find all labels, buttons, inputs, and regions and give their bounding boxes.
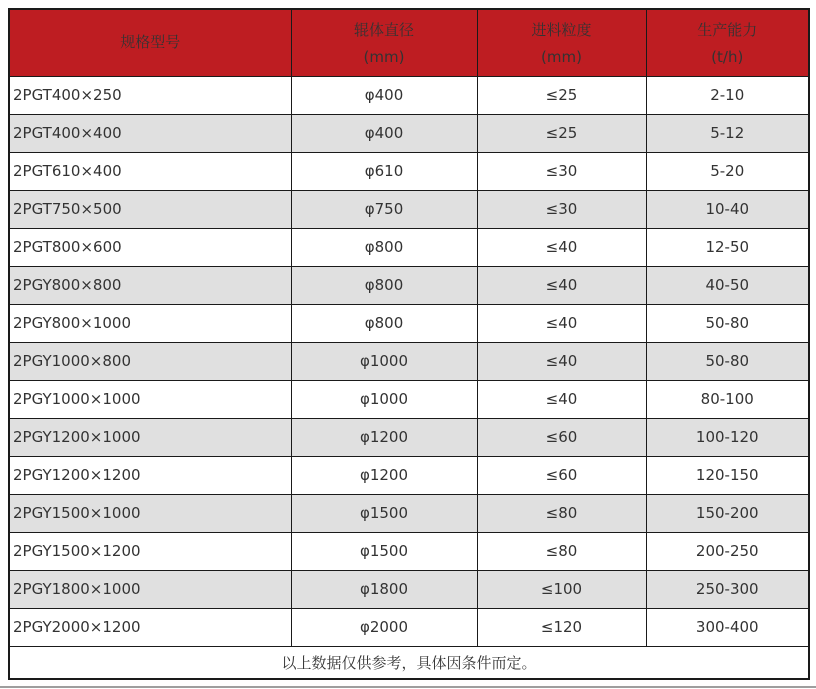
cell-capacity: 2-10 — [646, 76, 809, 114]
cell-feed-size: ≤40 — [477, 228, 646, 266]
footer-row — [9, 646, 809, 679]
cell-feed-size: ≤80 — [477, 494, 646, 532]
cell-feed-size: ≤40 — [477, 304, 646, 342]
cell-roller-diameter: φ1500 — [291, 494, 477, 532]
cell-feed-size: ≤30 — [477, 152, 646, 190]
cell-capacity: 300-400 — [646, 608, 809, 646]
cell-feed-size: ≤30 — [477, 190, 646, 228]
spec-table — [8, 8, 810, 680]
cell-model: 2PGY1500×1000 — [9, 494, 291, 532]
cell-roller-diameter: φ750 — [291, 190, 477, 228]
cell-feed-size: ≤60 — [477, 456, 646, 494]
cell-model: 2PGT400×400 — [9, 114, 291, 152]
cell-roller-diameter: φ610 — [291, 152, 477, 190]
cell-capacity: 80-100 — [646, 380, 809, 418]
table-row — [9, 608, 809, 646]
column-header-roller-diameter — [291, 9, 477, 76]
cell-model: 2PGT750×500 — [9, 190, 291, 228]
table-row — [9, 228, 809, 266]
cell-model: 2PGT400×250 — [9, 76, 291, 114]
cell-model: 2PGY1800×1000 — [9, 570, 291, 608]
cell-model: 2PGY2000×1200 — [9, 608, 291, 646]
column-header-capacity — [646, 9, 809, 76]
cell-feed-size: ≤80 — [477, 532, 646, 570]
cell-capacity: 10-40 — [646, 190, 809, 228]
cell-roller-diameter: φ2000 — [291, 608, 477, 646]
cell-capacity: 50-80 — [646, 304, 809, 342]
cell-model: 2PGY1000×1000 — [9, 380, 291, 418]
cell-feed-size: ≤25 — [477, 76, 646, 114]
table-row — [9, 266, 809, 304]
cell-capacity: 40-50 — [646, 266, 809, 304]
header-row — [9, 9, 809, 76]
spec-table-header — [9, 9, 809, 76]
cell-model: 2PGT610×400 — [9, 152, 291, 190]
cell-capacity: 120-150 — [646, 456, 809, 494]
column-header-capacity-title: 生产能力 — [697, 20, 758, 39]
cell-model: 2PGY1000×800 — [9, 342, 291, 380]
column-header-roller-diameter-title: 辊体直径 — [353, 20, 414, 39]
cell-capacity: 5-20 — [646, 152, 809, 190]
cell-model: 2PGY800×800 — [9, 266, 291, 304]
cell-capacity: 100-120 — [646, 418, 809, 456]
spec-table-footer — [9, 646, 809, 679]
table-row — [9, 532, 809, 570]
cell-roller-diameter: φ400 — [291, 114, 477, 152]
column-header-model-title: 规格型号 — [120, 33, 181, 52]
cell-feed-size: ≤40 — [477, 266, 646, 304]
cell-capacity: 200-250 — [646, 532, 809, 570]
table-row — [9, 190, 809, 228]
table-row — [9, 418, 809, 456]
cell-roller-diameter: φ1000 — [291, 342, 477, 380]
cell-feed-size: ≤120 — [477, 608, 646, 646]
cell-roller-diameter: φ1200 — [291, 456, 477, 494]
column-header-capacity-unit: (t/h) — [711, 47, 744, 66]
cell-model: 2PGT800×600 — [9, 228, 291, 266]
column-header-roller-diameter-unit: (mm) — [363, 47, 405, 66]
table-row — [9, 76, 809, 114]
cell-feed-size: ≤100 — [477, 570, 646, 608]
column-header-model — [9, 9, 291, 76]
column-header-feed-size — [477, 9, 646, 76]
table-row — [9, 114, 809, 152]
cell-feed-size: ≤25 — [477, 114, 646, 152]
cell-capacity: 150-200 — [646, 494, 809, 532]
table-row — [9, 380, 809, 418]
cell-roller-diameter: φ800 — [291, 228, 477, 266]
cell-capacity: 50-80 — [646, 342, 809, 380]
table-row — [9, 304, 809, 342]
cell-model: 2PGY1500×1200 — [9, 532, 291, 570]
cell-roller-diameter: φ1800 — [291, 570, 477, 608]
cell-roller-diameter: φ400 — [291, 76, 477, 114]
cell-feed-size: ≤60 — [477, 418, 646, 456]
cell-roller-diameter: φ1000 — [291, 380, 477, 418]
table-row — [9, 570, 809, 608]
cell-roller-diameter: φ1500 — [291, 532, 477, 570]
spec-table-body — [9, 76, 809, 646]
table-row — [9, 152, 809, 190]
cell-model: 2PGY1200×1200 — [9, 456, 291, 494]
table-row — [9, 342, 809, 380]
footer-note: 以上数据仅供参考，具体因条件而定。 — [9, 646, 809, 679]
column-header-feed-size-unit: (mm) — [541, 47, 582, 66]
table-row — [9, 494, 809, 532]
page-bottom-rule — [0, 686, 816, 688]
cell-roller-diameter: φ800 — [291, 266, 477, 304]
cell-feed-size: ≤40 — [477, 380, 646, 418]
cell-roller-diameter: φ1200 — [291, 418, 477, 456]
cell-feed-size: ≤40 — [477, 342, 646, 380]
cell-roller-diameter: φ800 — [291, 304, 477, 342]
cell-model: 2PGY1200×1000 — [9, 418, 291, 456]
cell-capacity: 12-50 — [646, 228, 809, 266]
cell-model: 2PGY800×1000 — [9, 304, 291, 342]
cell-capacity: 250-300 — [646, 570, 809, 608]
cell-capacity: 5-12 — [646, 114, 809, 152]
table-row — [9, 456, 809, 494]
column-header-feed-size-title: 进料粒度 — [531, 20, 592, 39]
